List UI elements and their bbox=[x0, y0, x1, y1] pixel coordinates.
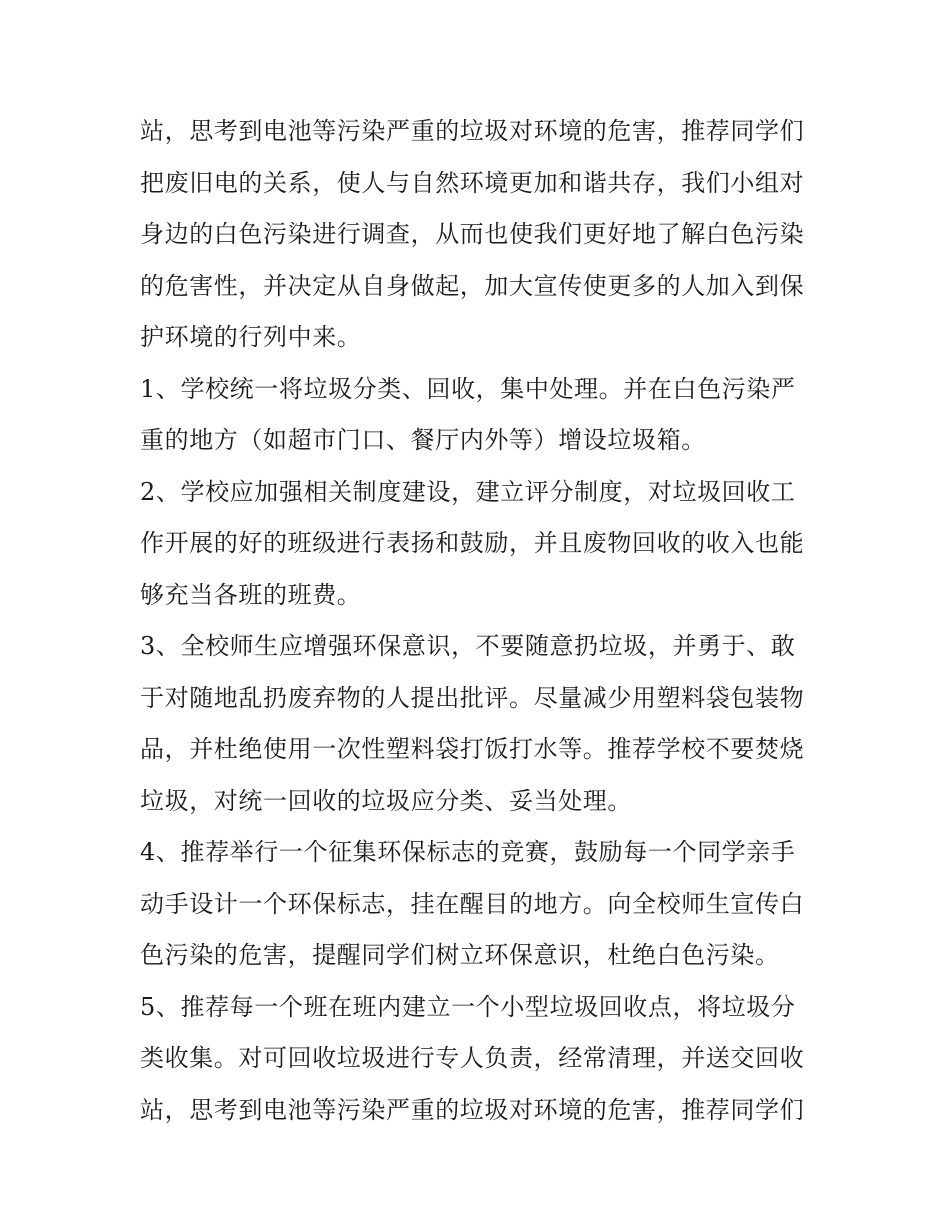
text-line: 3、全校师生应增强环保意识，不要随意扔垃圾，并勇于、敢 bbox=[140, 632, 796, 660]
text-line: 重的地方（如超市门口、餐厅内外等）增设垃圾箱。 bbox=[140, 426, 706, 454]
text-line: 5、推荐每一个班在班内建立一个小型垃圾回收点，将垃圾分 bbox=[140, 992, 796, 1021]
document-body bbox=[140, 106, 815, 1136]
text-line: 色污染的危害，提醒同学们树立环保意识，杜绝白色污染。 bbox=[140, 941, 780, 969]
text-line: 垃圾，对统一回收的垃圾应分类、妥当处理。 bbox=[140, 786, 632, 815]
text-line: 站，思考到电池等污染严重的垃圾对环境的危害，推荐同学们 bbox=[140, 1095, 805, 1124]
text-line: 身边的白色污染进行调查，从而也使我们更好地了解白色污染 bbox=[140, 220, 805, 248]
text-line: 站，思考到电池等污染严重的垃圾对环境的危害，推荐同学们 bbox=[140, 117, 805, 145]
text-line: 动手设计一个环保标志，挂在醒目的地方。向全校师生宣传白 bbox=[140, 889, 805, 918]
text-line: 2、学校应加强相关制度建设，建立评分制度，对垃圾回收工 bbox=[140, 477, 796, 506]
text-line: 1、学校统一将垃圾分类、回收，集中处理。并在白色污染严 bbox=[140, 374, 796, 403]
text-line: 于对随地乱扔废弃物的人提出批评。尽量减少用塑料袋包装物 bbox=[140, 683, 805, 712]
text-line: 类收集。对可回收垃圾进行专人负责，经常清理，并送交回收 bbox=[140, 1044, 805, 1072]
text-line: 4、推荐举行一个征集环保标志的竞赛，鼓励每一个同学亲手 bbox=[140, 838, 796, 866]
text-line: 品，并杜绝使用一次性塑料袋打饭打水等。推荐学校不要焚烧 bbox=[140, 735, 805, 763]
text-line: 护环境的行列中来。 bbox=[140, 323, 362, 351]
text-line: 把废旧电的关系，使人与自然环境更加和谐共存，我们小组对 bbox=[140, 168, 805, 197]
text-line: 够充当各班的班费。 bbox=[140, 580, 362, 609]
text-line: 的危害性，并决定从自身做起，加大宣传使更多的人加入到保 bbox=[140, 271, 805, 300]
text-line: 作开展的好的班级进行表扬和鼓励，并且废物回收的收入也能 bbox=[140, 529, 805, 557]
